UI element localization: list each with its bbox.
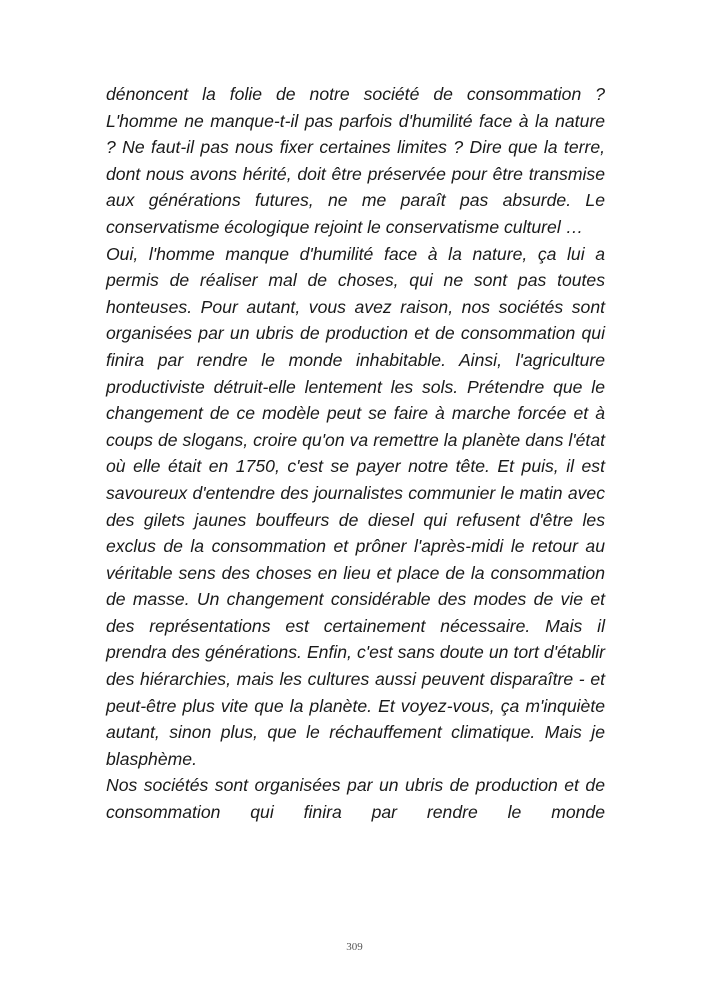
page-number: 309 bbox=[346, 941, 363, 953]
paragraph-question-end: dénoncent la folie de notre société de consommation ? L'homme ne manque-t-il pas parfois d'humilité face à la nature ? Ne faut-il pas nous fixer certaines limites ? Dire que la terre, dont nous avons hérité, doit être préservée pour être transmise aux générations futures, ne me paraît pas absurde. Le conservatisme écologique rejoint le conservatisme culturel … bbox=[106, 84, 605, 237]
paragraph-answer: Oui, l'homme manque d'humilité face à la nature, ça lui a permis de réaliser mal de choses, qui ne sont pas toutes honteuses. Pour autant, vous avez raison, nos sociétés sont organisées par un ubris de production et de consommation qui finira par rendre le monde inhabitable. Ainsi, l'agriculture productiviste détruit-elle lentement les sols. Prétendre que le changement de ce modèle peut se faire à marche forcée et à coups de slogans, croire qu'on va remettre la planète dans l'état où elle était en 1750, c'est se payer notre tête. Et puis, il est savoureux d'entendre des journalistes communier le matin avec des gilets jaunes bouffeurs de diesel qui refusent d'être les exclus de la consommation et prôner l'après-midi le retour au véritable sens des choses en lieu et place de la consommation de masse. Un changement considérable des modes de vie et des représentations est certainement nécessaire. Mais il prendra des générations. Enfin, c'est sans doute un tort d'établir des hiérarchies, mais les cultures aussi peuvent disparaître - et peut-être plus vite que la planète. Et voyez-vous, ça m'inquiète autant, sinon plus, que le réchauffement climatique. Mais je blasphème. bbox=[106, 243, 605, 769]
paragraph-pullquote-start: Nos sociétés sont organisées par un ubris de production et de consommation qui finira par rendre le monde bbox=[106, 775, 605, 823]
body-text bbox=[106, 81, 605, 826]
